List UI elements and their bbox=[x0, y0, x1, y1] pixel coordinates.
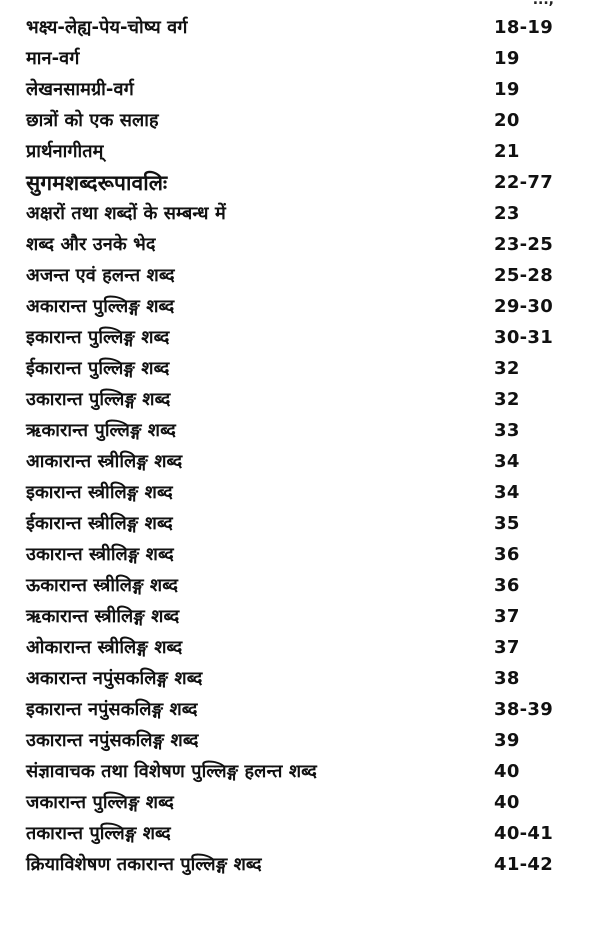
toc-row bbox=[26, 386, 566, 417]
toc-entry-page: 30-31 bbox=[494, 327, 554, 348]
toc-entry-title: तकारान्त पुल्लिङ्ग शब्द bbox=[26, 823, 171, 844]
toc-entry-title: छात्रों को एक सलाह bbox=[26, 110, 159, 131]
toc-entry-title: शब्द और उनके भेद bbox=[26, 234, 156, 255]
toc-section-page-range: 22-77 bbox=[494, 172, 554, 193]
toc-row bbox=[26, 789, 566, 820]
toc-row bbox=[26, 231, 566, 262]
toc-entry-page: 34 bbox=[494, 482, 520, 503]
toc-entry-title: मान-वर्ग bbox=[26, 48, 80, 69]
toc-row bbox=[26, 107, 566, 138]
toc-entry-title: ऊकारान्त स्त्रीलिङ्ग शब्द bbox=[26, 575, 179, 596]
toc-entry-page: 32 bbox=[494, 389, 520, 410]
toc-row bbox=[26, 76, 566, 107]
toc-row bbox=[26, 603, 566, 634]
toc-entry-title: क्रियाविशेषण तकारान्त पुल्लिङ्ग शब्द bbox=[26, 854, 262, 875]
toc-row bbox=[26, 262, 566, 293]
toc-row bbox=[26, 293, 566, 324]
toc-entry-title: उकारान्त नपुंसकलिङ्ग शब्द bbox=[26, 730, 199, 751]
toc-row bbox=[26, 138, 566, 169]
toc-entry-title: ऋकारान्त स्त्रीलिङ्ग शब्द bbox=[26, 606, 180, 627]
toc-row bbox=[26, 758, 566, 789]
top-cropped-text: ..., bbox=[532, 0, 554, 8]
toc-entry-title: लेखनसामग्री-वर्ग bbox=[26, 79, 134, 100]
toc-row bbox=[26, 355, 566, 386]
toc-entry-title: इकारान्त पुल्लिङ्ग शब्द bbox=[26, 327, 170, 348]
toc-entry-page: 29-30 bbox=[494, 296, 554, 317]
toc-row bbox=[26, 510, 566, 541]
toc-entry-page: 19 bbox=[494, 48, 520, 69]
table-of-contents bbox=[26, 14, 566, 882]
toc-row bbox=[26, 541, 566, 572]
toc-entry-page: 23 bbox=[494, 203, 520, 224]
toc-entry-title: ईकारान्त स्त्रीलिङ्ग शब्द bbox=[26, 513, 173, 534]
toc-entry-title: इकारान्त नपुंसकलिङ्ग शब्द bbox=[26, 699, 198, 720]
toc-section-heading-row bbox=[26, 169, 566, 200]
toc-entry-page: 40-41 bbox=[494, 823, 554, 844]
toc-entry-page: 40 bbox=[494, 792, 520, 813]
toc-row bbox=[26, 665, 566, 696]
toc-row bbox=[26, 14, 566, 45]
toc-entry-title: भक्ष्य-लेह्य-पेय-चोष्य वर्ग bbox=[26, 17, 188, 38]
toc-row bbox=[26, 479, 566, 510]
toc-entry-page: 38 bbox=[494, 668, 520, 689]
toc-entry-title: ईकारान्त पुल्लिङ्ग शब्द bbox=[26, 358, 170, 379]
toc-entry-title: अकारान्त नपुंसकलिङ्ग शब्द bbox=[26, 668, 203, 689]
toc-entry-page: 21 bbox=[494, 141, 520, 162]
toc-entry-title: प्रार्थनागीतम् bbox=[26, 141, 104, 162]
toc-row bbox=[26, 696, 566, 727]
toc-section-heading: सुगमशब्दरूपावलिः bbox=[26, 171, 168, 195]
toc-entry-title: अजन्त एवं हलन्त शब्द bbox=[26, 265, 175, 286]
toc-entry-title: ऋकारान्त पुल्लिङ्ग शब्द bbox=[26, 420, 176, 441]
toc-row bbox=[26, 200, 566, 231]
toc-row bbox=[26, 572, 566, 603]
toc-entry-title: संज्ञावाचक तथा विशेषण पुल्लिङ्ग हलन्त शब्द bbox=[26, 761, 317, 782]
toc-entry-page: 34 bbox=[494, 451, 520, 472]
toc-entry-page: 38-39 bbox=[494, 699, 554, 720]
toc-row bbox=[26, 634, 566, 665]
toc-row bbox=[26, 417, 566, 448]
toc-entry-page: 36 bbox=[494, 544, 520, 565]
toc-entry-page: 33 bbox=[494, 420, 520, 441]
toc-row bbox=[26, 324, 566, 355]
toc-entry-page: 18-19 bbox=[494, 17, 554, 38]
toc-entry-title: अक्षरों तथा शब्दों के सम्बन्ध में bbox=[26, 203, 226, 224]
toc-entry-page: 37 bbox=[494, 637, 520, 658]
toc-row bbox=[26, 820, 566, 851]
toc-entry-page: 35 bbox=[494, 513, 520, 534]
toc-entry-page: 25-28 bbox=[494, 265, 554, 286]
toc-entry-page: 41-42 bbox=[494, 854, 554, 875]
toc-row bbox=[26, 45, 566, 76]
toc-entry-title: उकारान्त स्त्रीलिङ्ग शब्द bbox=[26, 544, 174, 565]
toc-entry-title: अकारान्त पुल्लिङ्ग शब्द bbox=[26, 296, 175, 317]
toc-row bbox=[26, 727, 566, 758]
toc-entry-title: इकारान्त स्त्रीलिङ्ग शब्द bbox=[26, 482, 173, 503]
toc-entry-title: जकारान्त पुल्लिङ्ग शब्द bbox=[26, 792, 174, 813]
toc-entry-title: आकारान्त स्त्रीलिङ्ग शब्द bbox=[26, 451, 183, 472]
toc-entry-page: 23-25 bbox=[494, 234, 554, 255]
toc-row bbox=[26, 448, 566, 479]
toc-entry-page: 40 bbox=[494, 761, 520, 782]
toc-entry-title: ओकारान्त स्त्रीलिङ्ग शब्द bbox=[26, 637, 183, 658]
toc-entry-title: उकारान्त पुल्लिङ्ग शब्द bbox=[26, 389, 171, 410]
toc-entry-page: 19 bbox=[494, 79, 520, 100]
toc-entry-page: 32 bbox=[494, 358, 520, 379]
toc-entry-page: 37 bbox=[494, 606, 520, 627]
toc-row bbox=[26, 851, 566, 882]
toc-entry-page: 39 bbox=[494, 730, 520, 751]
toc-entry-page: 36 bbox=[494, 575, 520, 596]
toc-entry-page: 20 bbox=[494, 110, 520, 131]
